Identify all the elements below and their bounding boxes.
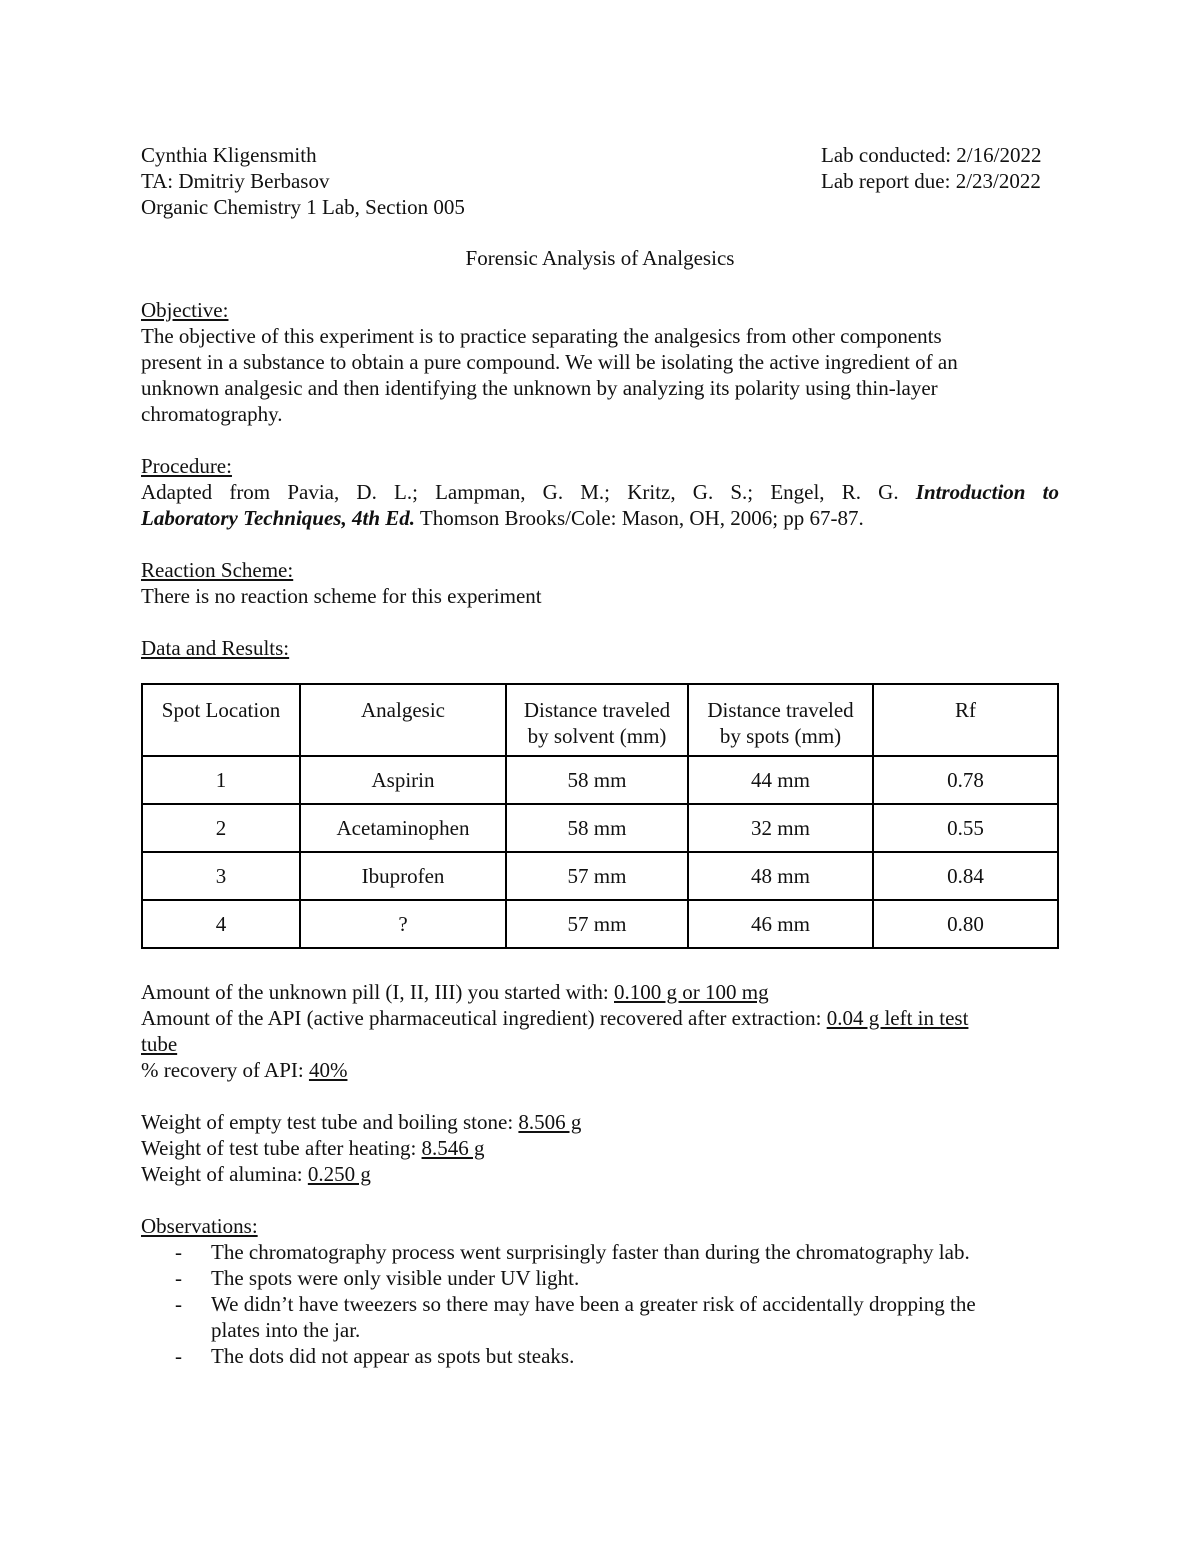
report-title: Forensic Analysis of Analgesics [465, 246, 735, 270]
course-name: Organic Chemistry 1 Lab, Section 005 [141, 195, 465, 219]
api-amount-value: 0.04 g left in test [826, 1006, 969, 1030]
lab-report [141, 142, 1059, 1369]
col-spot-distance: Distance traveled by spots (mm) [688, 684, 873, 756]
table-row [142, 900, 1058, 948]
reaction-scheme-heading: Reaction Scheme: [141, 558, 294, 582]
api-amount: Amount of the API (active pharmaceutical ingredient) recovered after extraction: 0.04 g left in test [141, 1006, 969, 1030]
dash-bullet: - [175, 1266, 182, 1290]
cell-solvent: 57 mm [506, 852, 688, 900]
cell-spot: 4 [142, 900, 300, 948]
report-header [141, 142, 1059, 220]
objective-line: chromatography. [141, 402, 283, 426]
objective-line: present in a substance to obtain a pure compound. We will be isolating the active ingredient of an [141, 350, 958, 374]
cell-solvent: 57 mm [506, 900, 688, 948]
citation-book-title-cont: Laboratory Techniques, 4th Ed. [141, 506, 416, 530]
cell-rf: 0.80 [873, 900, 1058, 948]
cell-spot: 2 [142, 804, 300, 852]
cell-analgesic: Acetaminophen [300, 804, 506, 852]
table-row [142, 852, 1058, 900]
observations-heading: Observations: [141, 1214, 258, 1238]
col-analgesic: Analgesic [300, 684, 506, 756]
objective-line: unknown analgesic and then identifying the unknown by analyzing its polarity using thin-layer [141, 376, 938, 400]
unknown-amount-value: 0.100 g or 100 mg [614, 980, 769, 1004]
list-item: - The spots were only visible under UV light. [175, 1266, 580, 1290]
citation-authors: Adapted from Pavia, D. L.; Lampman, G. M.; Kritz, G. S.; Engel, R. G. [141, 480, 899, 504]
cell-spots: 32 mm [688, 804, 873, 852]
alumina-weight-value: 0.250 g [307, 1162, 371, 1186]
header-right [821, 142, 1059, 220]
objective-line: The objective of this experiment is to practice separating the analgesics from other components [141, 324, 942, 348]
list-item: - We didn’t have tweezers so there may have been a greater risk of accidentally dropping the plates into the jar. [175, 1292, 976, 1342]
recovery-percent: % recovery of API: 40% [141, 1058, 348, 1082]
dash-bullet: - [175, 1240, 182, 1264]
table-row [142, 804, 1058, 852]
alumina-weight: Weight of alumina: 0.250 g [141, 1162, 371, 1186]
measurements [141, 979, 1059, 1187]
lab-conducted-date: Lab conducted: 2/16/2022 [821, 143, 1042, 167]
cell-spots: 48 mm [688, 852, 873, 900]
report-due-date: Lab report due: 2/23/2022 [821, 169, 1041, 193]
cell-rf: 0.78 [873, 756, 1058, 804]
results-table [141, 683, 1059, 949]
observations-list [141, 1239, 1059, 1369]
objective-heading: Objective: [141, 298, 229, 322]
citation-publisher: Thomson Brooks/Cole: Mason, OH, 2006; pp 67-87. [419, 506, 864, 530]
data-results-heading: Data and Results: [141, 636, 290, 660]
cell-analgesic: Aspirin [300, 756, 506, 804]
table-row [142, 756, 1058, 804]
cell-spots: 46 mm [688, 900, 873, 948]
recovery-percent-value: 40% [308, 1058, 348, 1082]
cell-analgesic: Ibuprofen [300, 852, 506, 900]
dash-bullet: - [175, 1292, 182, 1316]
heated-tube-weight-value: 8.546 g [421, 1136, 485, 1160]
table-header-row [142, 684, 1058, 756]
cell-solvent: 58 mm [506, 756, 688, 804]
citation-line-2 [141, 505, 1059, 531]
col-rf: Rf [873, 684, 1058, 756]
ta-name: TA: Dmitriy Berbasov [141, 169, 330, 193]
heated-tube-weight: Weight of test tube after heating: 8.546 g [141, 1136, 485, 1160]
procedure-heading: Procedure: [141, 454, 232, 478]
cell-rf: 0.84 [873, 852, 1058, 900]
citation-book-title: Introduction to [915, 480, 1060, 504]
dash-bullet: - [175, 1344, 182, 1368]
unknown-amount: Amount of the unknown pill (I, II, III) you started with: 0.100 g or 100 mg [141, 980, 769, 1004]
list-item: - The chromatography process went surprisingly faster than during the chromatography lab. [175, 1240, 970, 1264]
col-solvent-distance: Distance traveled by solvent (mm) [506, 684, 688, 756]
reaction-scheme-text: There is no reaction scheme for this experiment [141, 584, 542, 608]
list-item: - The dots did not appear as spots but steaks. [175, 1344, 575, 1368]
cell-spot: 1 [142, 756, 300, 804]
cell-spots: 44 mm [688, 756, 873, 804]
empty-tube-weight-value: 8.506 g [518, 1110, 582, 1134]
citation-line-1 [141, 479, 1059, 505]
cell-analgesic: ? [300, 900, 506, 948]
objective-text [141, 323, 1059, 427]
cell-solvent: 58 mm [506, 804, 688, 852]
col-spot-location: Spot Location [142, 684, 300, 756]
api-amount-cont: tube [141, 1032, 178, 1056]
author-name: Cynthia Kligensmith [141, 143, 317, 167]
cell-spot: 3 [142, 852, 300, 900]
procedure-citation [141, 479, 1059, 531]
empty-tube-weight: Weight of empty test tube and boiling stone: 8.506 g [141, 1110, 582, 1134]
cell-rf: 0.55 [873, 804, 1058, 852]
header-left [141, 142, 465, 220]
